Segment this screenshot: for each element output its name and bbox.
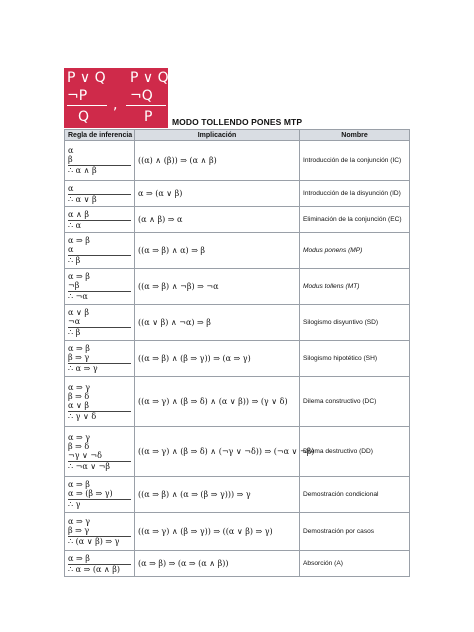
table-row (65, 551, 410, 577)
rule-name-cell: Modus tollens (MT) (300, 269, 410, 305)
implication-cell: ((α ⇒ β) ∧ α) ⇒ β (135, 233, 300, 269)
rule-cell (65, 513, 135, 551)
rule-conclusion: ∴ ¬α ∨ ¬β (68, 461, 131, 471)
rule-cell (65, 141, 135, 181)
rule-conclusion: ∴ γ ∨ δ (68, 411, 131, 421)
rule-premise: ¬α (68, 317, 81, 326)
left-premise-1: P ∨ Q (67, 70, 106, 86)
rule-conclusion: ∴ α ⇒ γ (68, 363, 131, 373)
right-conclusion: P (144, 109, 153, 125)
rule-premise: α ∧ β (68, 209, 89, 219)
rule-premise: α ⇒ (β ⇒ γ) (68, 489, 113, 498)
implication-cell: α ⇒ (α ∨ β) (135, 181, 300, 207)
implication-cell: ((α ⇒ β) ∧ (β ⇒ γ)) ⇒ (α ⇒ γ) (135, 341, 300, 377)
rule-conclusion: ∴ ¬α (68, 291, 131, 301)
implication-cell: ((α ⇒ γ) ∧ (β ⇒ δ) ∧ (¬γ ∨ ¬δ)) ⇒ (¬α ∨ ¬β) (135, 427, 300, 477)
implication-cell: ((α ⇒ β) ∧ (α ⇒ (β ⇒ γ))) ⇒ γ (135, 477, 300, 513)
header-implication: Implicación (135, 130, 300, 141)
implication-cell: ((α) ∧ (β)) ⇒ (α ∧ β) (135, 141, 300, 181)
implication-cell: ((α ⇒ γ) ∧ (β ⇒ γ)) ⇒ ((α ∨ β) ⇒ γ) (135, 513, 300, 551)
table-row (65, 427, 410, 477)
page-title: MODO TOLLENDO PONES MTP (172, 117, 303, 127)
rule-name-cell: Eliminación de la conjunción (EC) (300, 207, 410, 233)
right-inference-line (126, 105, 166, 106)
rule-name-cell: Demostración por casos (300, 513, 410, 551)
rule-name-cell: Silogismo hipotético (SH) (300, 341, 410, 377)
rule-conclusion: ∴ β (68, 327, 131, 337)
table-row (65, 305, 410, 341)
rule-name-cell: Demostración condicional (300, 477, 410, 513)
left-premise-2: ¬P (67, 88, 88, 104)
header-name: Nombre (300, 130, 410, 141)
rule-conclusion: ∴ α ∧ β (68, 165, 131, 175)
rule-premise: α ⇒ β (68, 553, 90, 563)
table-header-row (65, 130, 410, 141)
table-row (65, 207, 410, 233)
rule-premise: α ⇒ γ (68, 517, 90, 526)
rule-cell (65, 377, 135, 427)
rule-premise: α ⇒ β (68, 480, 90, 489)
table-row (65, 181, 410, 207)
rule-premise: α ⇒ β (68, 272, 90, 281)
rule-premise: α (68, 245, 74, 254)
rule-cell (65, 427, 135, 477)
rule-premise: β ⇒ γ (68, 526, 90, 535)
rule-premise: β ⇒ δ (68, 441, 90, 451)
rule-cell (65, 269, 135, 305)
inference-rules-table (64, 129, 410, 577)
right-premise-2: ¬Q (130, 88, 153, 104)
left-conclusion: Q (78, 109, 90, 125)
rule-premise: β ⇒ δ (68, 391, 90, 401)
rule-name-cell: Dilema destructivo (DD) (300, 427, 410, 477)
right-premise-1: P ∨ Q (130, 70, 169, 86)
rule-cell (65, 551, 135, 577)
table-row (65, 341, 410, 377)
implication-cell: (α ∧ β) ⇒ α (135, 207, 300, 233)
rule-cell (65, 341, 135, 377)
rule-name-cell: Introducción de la disyunción (ID) (300, 181, 410, 207)
table-row (65, 269, 410, 305)
rule-premise: ¬γ ∨ ¬δ (68, 450, 102, 460)
rule-premise: α ∨ β (68, 400, 89, 410)
left-inference-line (67, 105, 107, 106)
rule-premise: α ⇒ γ (68, 432, 90, 442)
rule-conclusion: ∴ α (68, 220, 131, 230)
implication-cell: (α ⇒ β) ⇒ (α ⇒ (α ∧ β)) (135, 551, 300, 577)
rule-name-cell: Silogismo disyuntivo (SD) (300, 305, 410, 341)
rule-name-cell: Modus ponens (MP) (300, 233, 410, 269)
table-row (65, 141, 410, 181)
rule-conclusion: ∴ (α ∨ β) ⇒ γ (68, 536, 131, 546)
rule-cell (65, 181, 135, 207)
rule-name-cell: Absorción (A) (300, 551, 410, 577)
rule-cell (65, 233, 135, 269)
rule-premise: α ⇒ β (68, 344, 90, 353)
rule-conclusion: ∴ γ (68, 499, 131, 509)
implication-cell: ((α ⇒ β) ∧ ¬β) ⇒ ¬α (135, 269, 300, 305)
table-row (65, 513, 410, 551)
rule-conclusion: ∴ α ∨ β (68, 194, 131, 204)
rule-premise: β (68, 155, 73, 164)
rule-cell (65, 305, 135, 341)
rule-premise: α ∨ β (68, 308, 89, 317)
rule-name-cell: Dilema constructivo (DC) (300, 377, 410, 427)
header-inference-block (64, 68, 168, 128)
implication-cell: ((α ⇒ γ) ∧ (β ⇒ δ) ∧ (α ∨ β)) ⇒ (γ ∨ δ) (135, 377, 300, 427)
rule-premise: α (68, 183, 74, 193)
rule-premise: ¬β (68, 281, 80, 290)
rule-premise: α (68, 146, 74, 155)
table-row (65, 233, 410, 269)
rule-cell (65, 477, 135, 513)
rule-premise: β ⇒ γ (68, 353, 90, 362)
rule-conclusion: ∴ β (68, 255, 131, 265)
rule-name-cell: Introducción de la conjunción (IC) (300, 141, 410, 181)
rule-premise: α ⇒ β (68, 236, 90, 245)
table-row (65, 477, 410, 513)
rule-premise: α ⇒ γ (68, 382, 90, 392)
header-separator: , (113, 97, 118, 113)
implication-cell: ((α ∨ β) ∧ ¬α) ⇒ β (135, 305, 300, 341)
rule-conclusion: ∴ α ⇒ (α ∧ β) (68, 564, 131, 574)
table-row (65, 377, 410, 427)
header-rule: Regla de inferencia (65, 130, 135, 141)
rule-cell (65, 207, 135, 233)
